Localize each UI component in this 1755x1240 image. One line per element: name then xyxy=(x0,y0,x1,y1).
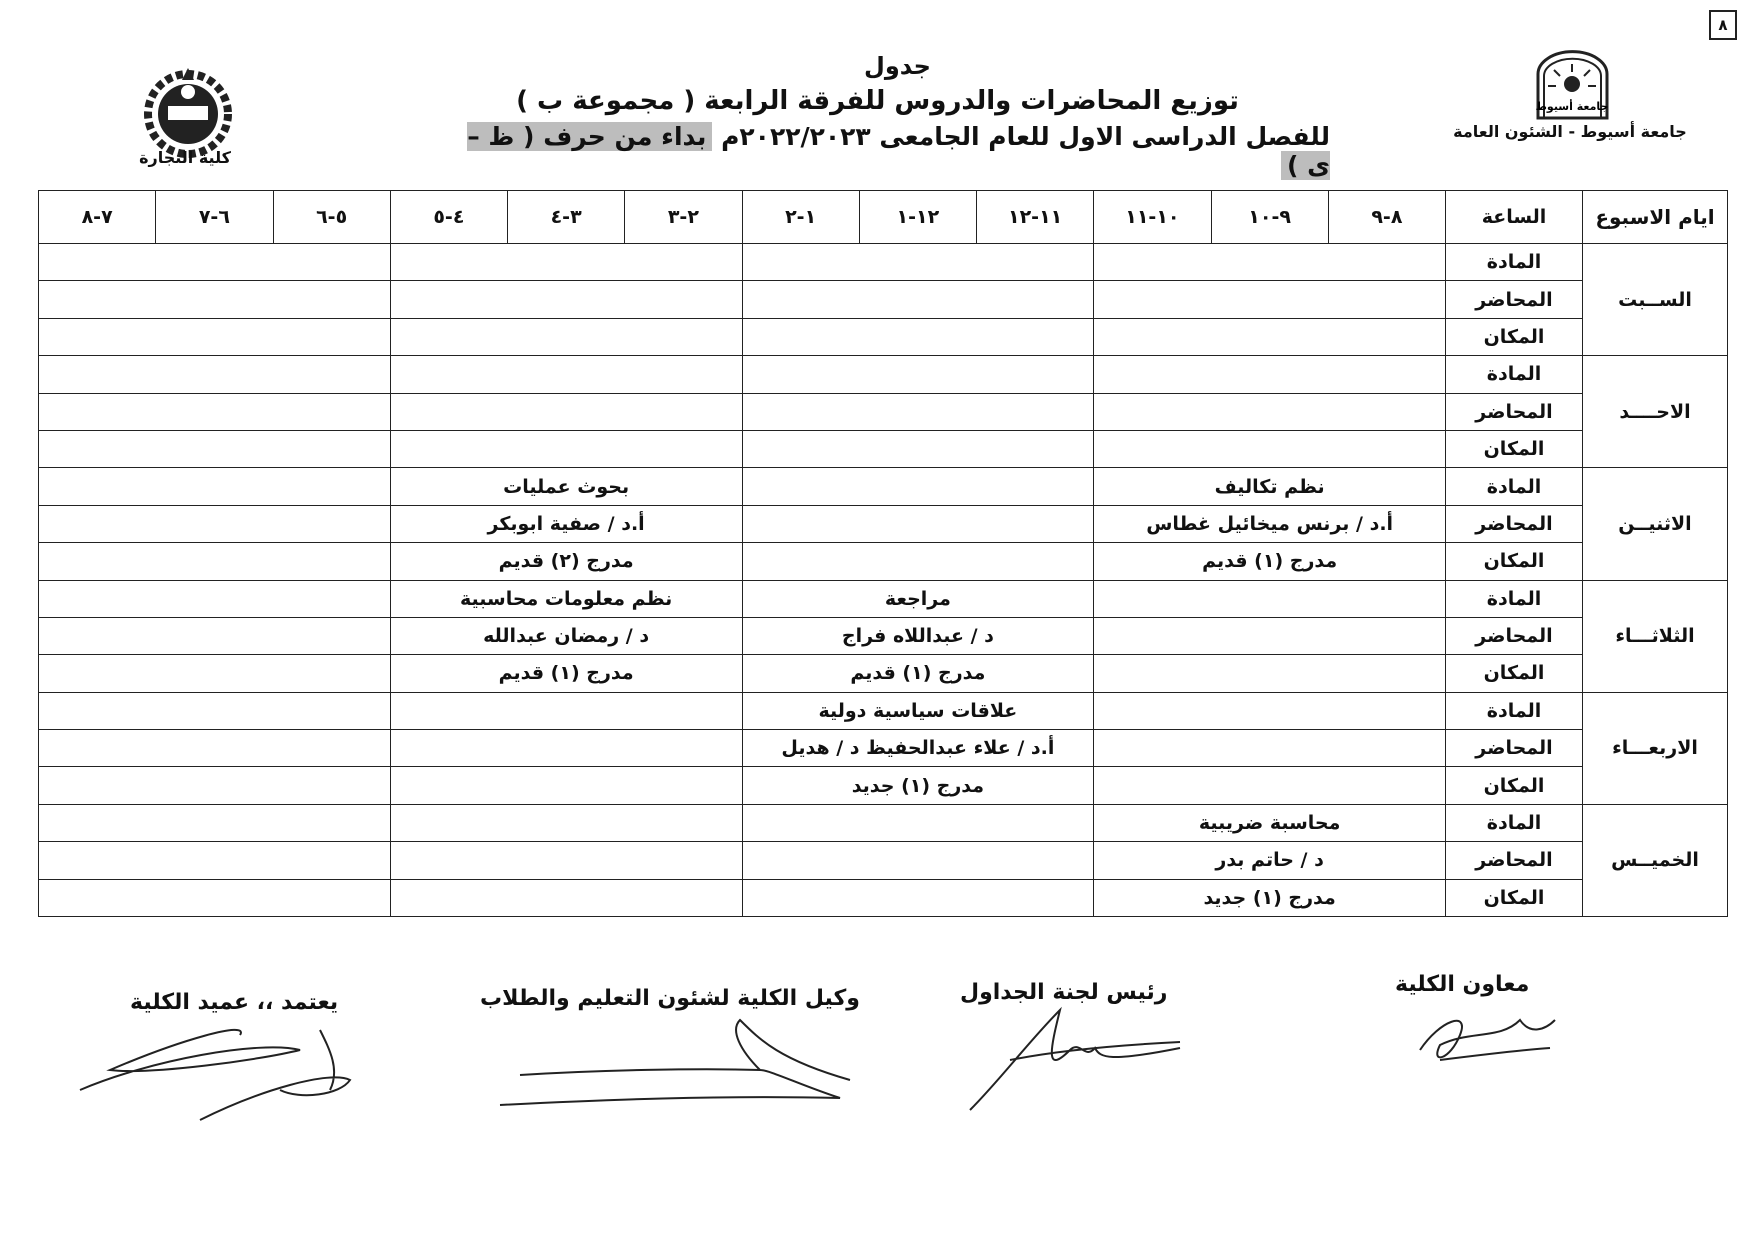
session-cell: مدرج (٢) قديم xyxy=(390,543,742,580)
session-cell: مدرج (١) قديم xyxy=(742,655,1094,692)
row-label: المكان xyxy=(1446,767,1583,804)
row-label: المحاضر xyxy=(1446,842,1583,879)
slot-header: ٨-٩ xyxy=(1328,191,1445,244)
session-cell: محاسبة ضريبية xyxy=(1094,804,1446,841)
session-cell: أ.د / صفية ابوبكر xyxy=(390,505,742,542)
signature-label-committee-head: رئيس لجنة الجداول xyxy=(960,980,1168,1005)
slot-header: ٣-٤ xyxy=(508,191,625,244)
slot-header: ١-٢ xyxy=(742,191,859,244)
slot-header: ٢-٣ xyxy=(625,191,742,244)
session-cell: أ.د / علاء عبدالحفيظ د / هديل xyxy=(742,730,1094,767)
day-cell: الســبت xyxy=(1583,244,1728,356)
letter-range-highlight: بداء من حرف ( ظ – ى ) xyxy=(467,122,1330,180)
days-header: ايام الاسبوع xyxy=(1583,191,1728,244)
row-label: المكان xyxy=(1446,430,1583,467)
day-cell: الاحــــد xyxy=(1583,356,1728,468)
row-label: المحاضر xyxy=(1446,617,1583,654)
slot-header: ٤-٥ xyxy=(390,191,507,244)
session-cell: مدرج (١) جديد xyxy=(742,767,1094,804)
row-label: المادة xyxy=(1446,356,1583,393)
doc-title: جدول xyxy=(864,52,931,80)
row-label: المادة xyxy=(1446,804,1583,841)
session-cell: مدرج (١) جديد xyxy=(1094,879,1446,916)
row-label: المحاضر xyxy=(1446,393,1583,430)
session-cell: مدرج (١) قديم xyxy=(1094,543,1446,580)
row-label: المحاضر xyxy=(1446,505,1583,542)
row-label: المادة xyxy=(1446,580,1583,617)
signature-vice-dean xyxy=(500,1020,850,1105)
session-cell: د / عبداللاه فراج xyxy=(742,617,1094,654)
faculty-caption: كلية التجارة xyxy=(139,148,231,167)
row-label: المكان xyxy=(1446,318,1583,355)
signature-label-dean: يعتمد ،، عميد الكلية xyxy=(130,990,339,1015)
slot-header: ٥-٦ xyxy=(273,191,390,244)
day-cell: الاثنيــن xyxy=(1583,468,1728,580)
signature-assistant xyxy=(1420,1020,1555,1060)
session-cell: بحوث عمليات xyxy=(390,468,742,505)
row-label: المكان xyxy=(1446,543,1583,580)
session-cell: نظم معلومات محاسبية xyxy=(390,580,742,617)
signature-dean xyxy=(80,1030,350,1120)
day-cell: الثلاثـــاء xyxy=(1583,580,1728,692)
signature-label-vice-dean: وكيل الكلية لشئون التعليم والطلاب xyxy=(480,986,860,1011)
slot-header: ٩-١٠ xyxy=(1211,191,1328,244)
session-cell: أ.د / برنس ميخائيل غطاس xyxy=(1094,505,1446,542)
session-cell: د / رمضان عبدالله xyxy=(390,617,742,654)
university-caption: جامعة أسيوط - الشئون العامة xyxy=(1453,122,1687,141)
slot-header: ١١-١٢ xyxy=(977,191,1094,244)
row-label: المادة xyxy=(1446,244,1583,281)
session-cell: مراجعة xyxy=(742,580,1094,617)
hour-header: الساعة xyxy=(1446,191,1583,244)
session-cell: علاقات سياسية دولية xyxy=(742,692,1094,729)
semester-text: للفصل الدراسى الاول للعام الجامعى ٢٠٢٢/٢٠٢٣م xyxy=(721,122,1330,151)
day-cell: الخميــس xyxy=(1583,804,1728,916)
row-label: المحاضر xyxy=(1446,281,1583,318)
session-cell: د / حاتم بدر xyxy=(1094,842,1446,879)
page-number: ٨ xyxy=(1709,10,1737,40)
logo-lettering: جامعة أسيوط xyxy=(1535,100,1609,113)
slot-header: ١٢-١ xyxy=(859,191,976,244)
session-cell: نظم تكاليف xyxy=(1094,468,1446,505)
signature-label-assistant: معاون الكلية xyxy=(1395,972,1530,997)
session-cell: مدرج (١) قديم xyxy=(390,655,742,692)
row-label: المكان xyxy=(1446,879,1583,916)
row-label: المادة xyxy=(1446,692,1583,729)
slot-header: ٧-٨ xyxy=(39,191,156,244)
row-label: المادة xyxy=(1446,468,1583,505)
slot-header: ١٠-١١ xyxy=(1094,191,1211,244)
row-label: المحاضر xyxy=(1446,730,1583,767)
row-label: المكان xyxy=(1446,655,1583,692)
day-cell: الاربعـــاء xyxy=(1583,692,1728,804)
doc-subtitle: توزيع المحاضرات والدروس للفرقة الرابعة ( مجموعة ب ) xyxy=(516,86,1239,116)
slot-header: ٦-٧ xyxy=(156,191,273,244)
signature-committee-head xyxy=(970,1010,1180,1110)
